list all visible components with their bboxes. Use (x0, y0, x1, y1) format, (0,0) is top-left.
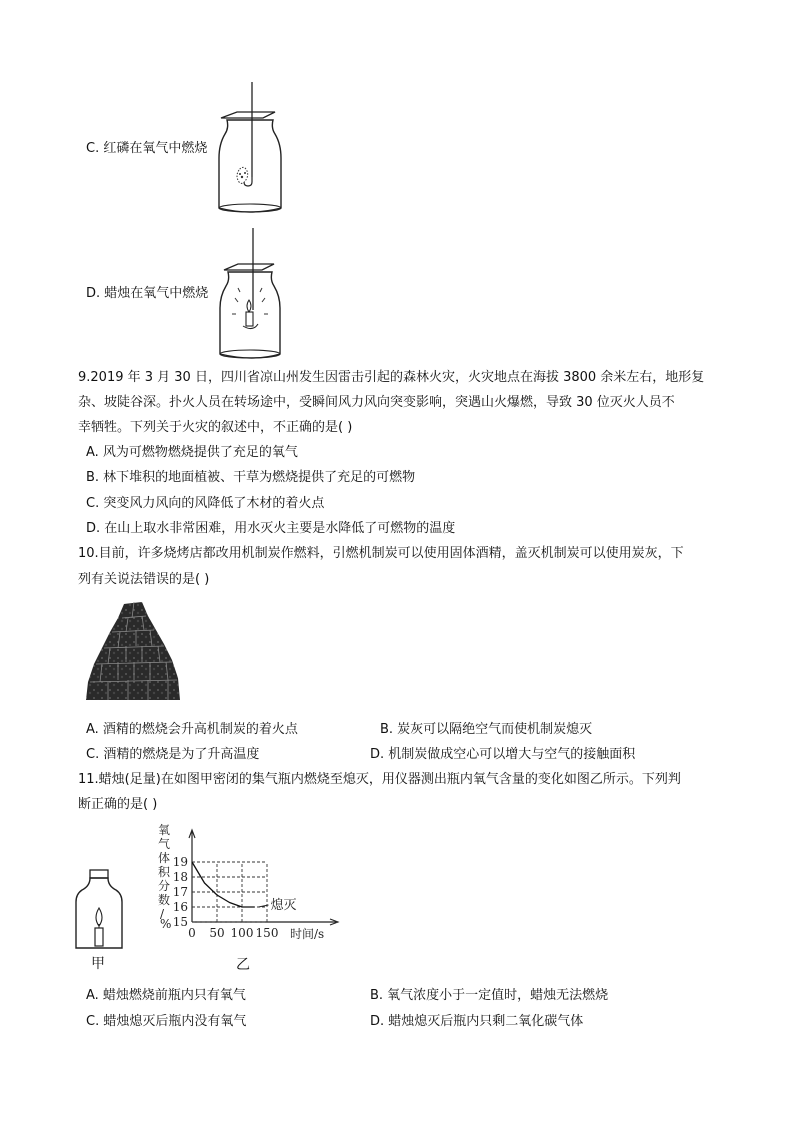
extinguish-annotation: 熄灭 (270, 898, 297, 913)
figure-jia-label: 甲 (91, 956, 105, 972)
y-axis-label: 氧气体积分数/ % (158, 823, 172, 931)
q11-stem-line-2: 断正确的是( ) (78, 797, 158, 812)
q9-stem-line-3: 幸牺牲。下列关于火灾的叙述中，不正确的是( ) (78, 420, 353, 435)
sealed-jar-candle-figure (74, 868, 126, 952)
x-tick-label: 100 (230, 926, 254, 940)
q10-option-b: B. 炭灰可以隔绝空气而使机制炭熄灭 (380, 722, 593, 737)
q10-option-a: A. 酒精的燃烧会升高机制炭的着火点 (86, 722, 298, 737)
q10-stem-line-2: 列有关说法错误的是( ) (78, 572, 210, 587)
x-tick-label: 50 (209, 926, 225, 940)
red-phosphorus-jar-figure (215, 82, 285, 214)
x-tick-label: 0 (188, 926, 196, 940)
candle-jar-figure (218, 228, 288, 360)
q9-stem-line-1: 9.2019 年 3 月 30 日，四川省凉山州发生因雷击引起的森林火灾，火灾地点在海拔 3800 余米左右，地形复 (78, 370, 705, 385)
oxygen-curve (192, 862, 255, 907)
y-tick-label: 16 (172, 900, 188, 914)
q11-stem-line-1: 11.蜡烛(足量)在如图甲密闭的集气瓶内燃烧至熄灭，用仪器测出瓶内氧气含量的变化如图乙所示。下列判 (78, 772, 681, 787)
x-axis-label: 时间/s (290, 927, 325, 941)
q11-option-d: D. 蜡烛熄灭后瓶内只剩二氧化碳气体 (370, 1014, 584, 1029)
q11-option-c: C. 蜡烛熄灭后瓶内没有氧气 (86, 1014, 247, 1029)
y-tick-label: 19 (172, 855, 188, 869)
charcoal-pile-image (84, 600, 180, 704)
y-tick-label: 15 (172, 915, 188, 929)
q8-option-c: C. 红磷在氧气中燃烧 (86, 141, 208, 156)
q9-stem-line-2: 杂、坡陡谷深。扑火人员在转场途中，受瞬间风力风向突变影响，突遇山火爆燃，导致 30 位灭火人员不 (78, 395, 675, 410)
q9-option-d: D. 在山上取水非常困难，用水灭火主要是水降低了可燃物的温度 (86, 521, 456, 536)
oxygen-fraction-chart (140, 820, 340, 970)
q11-option-b: B. 氧气浓度小于一定值时，蜡烛无法燃烧 (370, 988, 609, 1003)
y-tick-label: 18 (172, 870, 188, 884)
x-tick-label: 150 (255, 926, 279, 940)
figure-yi-label: 乙 (236, 957, 250, 973)
q9-option-c: C. 突变风力风向的风降低了木材的着火点 (86, 496, 325, 511)
q10-option-c: C. 酒精的燃烧是为了升高温度 (86, 747, 260, 762)
q8-option-d: D. 蜡烛在氧气中燃烧 (86, 286, 209, 301)
q10-option-d: D. 机制炭做成空心可以增大与空气的接触面积 (370, 747, 636, 762)
q9-option-b: B. 林下堆积的地面植被、干草为燃烧提供了充足的可燃物 (86, 470, 416, 485)
q10-stem-line-1: 10.目前，许多烧烤店都改用机制炭作燃料，引燃机制炭可以使用固体酒精，盖灭机制炭可以使用炭灰，下 (78, 546, 684, 561)
y-tick-label: 17 (172, 885, 188, 899)
q9-option-a: A. 风为可燃物燃烧提供了充足的氧气 (86, 445, 298, 460)
q11-option-a: A. 蜡烛燃烧前瓶内只有氧气 (86, 988, 246, 1003)
